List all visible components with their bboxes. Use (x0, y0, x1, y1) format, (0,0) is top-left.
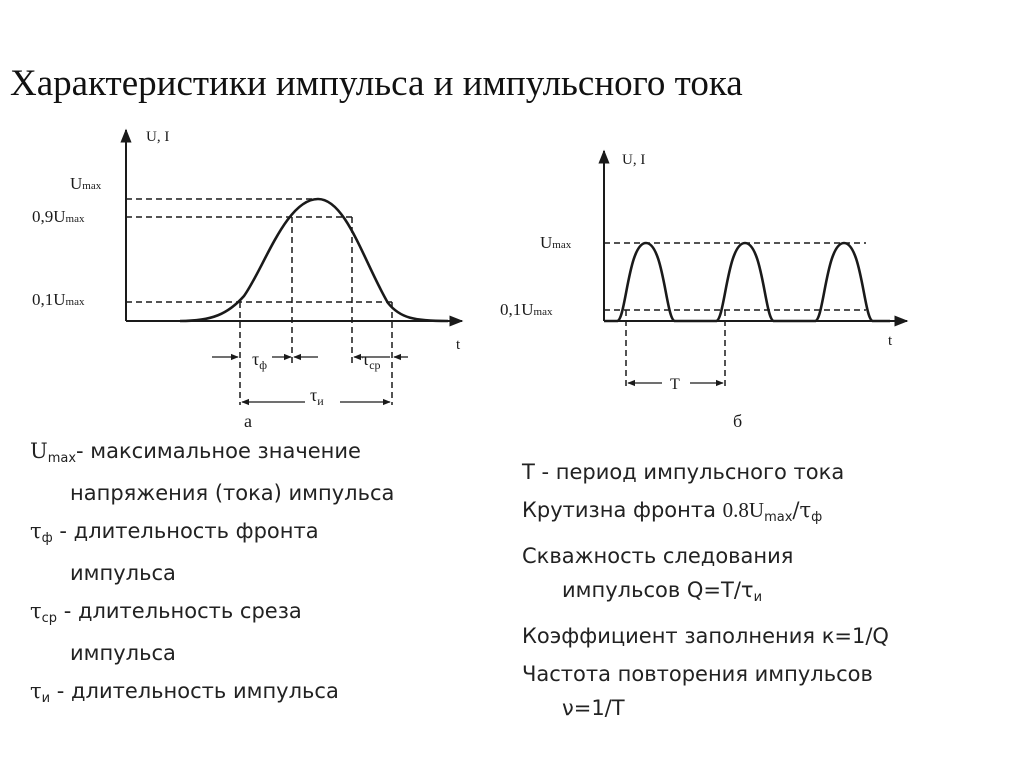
legend-frequency (522, 657, 1002, 725)
legend-text-cont: импульса (70, 561, 176, 585)
diagram-a-09-label: 0,9Umax (32, 207, 85, 226)
steepness-formula: 0.8U (722, 498, 765, 522)
steepness-sub-max: max (764, 510, 793, 525)
page-title: Характеристики импульса и импульсного тока (10, 63, 743, 104)
legend-item-tau-f (30, 514, 490, 590)
duty-line-2: импульсов Q=T/τ (562, 578, 754, 602)
freq-line-1: Частота повторения импульсов (522, 662, 873, 686)
right-legend (522, 455, 1002, 729)
legend-steepness (522, 493, 1002, 535)
diagram-b-01-label: 0,1Umax (500, 300, 553, 319)
diagram-a-y-label: U, I (146, 129, 170, 145)
legend-fill-factor: Коэффициент заполнения к=1/Q (522, 624, 889, 648)
diagram-b (500, 151, 907, 431)
diagram-a-tau-i-label: $\tau_и$ (310, 385, 324, 408)
legend-period: Т - период импульсного тока (522, 460, 845, 484)
legend-item-umax (30, 434, 490, 510)
freq-line-2: ν=1/T (562, 696, 625, 720)
diagram-b-caption: б (733, 411, 743, 431)
legend-text: - максимальное значение (76, 439, 361, 463)
legend-text: - длительность импульса (50, 679, 339, 703)
legend-symbol-sub: и (41, 691, 51, 706)
diagram-a-caption: а (244, 411, 252, 431)
diagram-b-y-label: U, I (622, 152, 646, 168)
legend-symbol-sub: max (47, 451, 77, 466)
diagram-a-01-label: 0,1Umax (32, 290, 85, 309)
legend-symbol: U (30, 439, 48, 463)
legend-text: - длительность среза (57, 599, 302, 623)
legend-symbol: τ (30, 519, 42, 543)
diagram-a-x-label: t (456, 337, 461, 353)
diagram-b-umax-label: Umax (540, 233, 572, 252)
diagram-b-x-label: t (888, 333, 893, 349)
diagram-a-umax-label: Umax (70, 174, 102, 193)
duty-sub: и (753, 590, 763, 605)
legend-symbol-sub: ср (41, 611, 58, 626)
steepness-label: Крутизна фронта (522, 498, 723, 522)
duty-line-1: Скважность следования (522, 544, 794, 568)
diagram-a (32, 129, 462, 431)
legend-text: - длительность фронта (52, 519, 319, 543)
diagram-b-period-label: T (670, 376, 680, 393)
legend-text-cont: импульса (70, 641, 176, 665)
legend-item-tau-sr (30, 594, 490, 670)
diagram-a-tau-f-label: $\tau_ф$ (252, 349, 268, 372)
left-legend (30, 434, 490, 720)
steepness-sub-f: ф (811, 510, 823, 525)
legend-duty-cycle (522, 539, 1002, 615)
steepness-slash: /τ (792, 498, 812, 522)
legend-text-cont: напряжения (тока) импульса (70, 481, 395, 505)
legend-symbol: τ (30, 679, 42, 703)
legend-symbol-sub: ф (41, 531, 53, 546)
legend-symbol: τ (30, 599, 42, 623)
legend-item-tau-i (30, 674, 490, 716)
diagram-a-tau-sr-label: $\tau_{ср}$ (362, 349, 381, 372)
